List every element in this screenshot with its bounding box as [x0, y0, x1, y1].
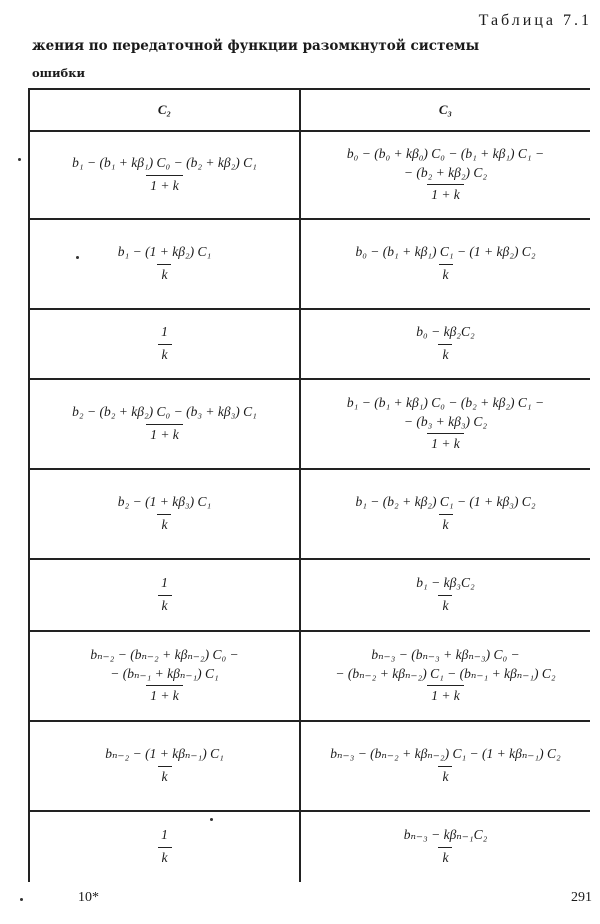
fraction	[326, 745, 564, 784]
fraction-denominator: k	[157, 264, 171, 283]
numerator-line: b₁ − (1 + kβ₂) C₁	[117, 244, 212, 260]
numerator-line: − (bₙ₋₂ + kβₙ₋₂) C₁ − (bₙ₋₁ + kβₙ₋₁) C₂	[335, 665, 556, 681]
formula-cell-c3	[301, 558, 590, 630]
formula-cell-c2	[30, 378, 299, 468]
fraction	[86, 646, 242, 703]
fraction-denominator: 1 + k	[427, 433, 464, 452]
numerator-line: b₂ − (b₂ + kβ₂) C₀ − (b₃ + kβ₃) C₁	[72, 404, 257, 420]
fraction-numerator	[68, 403, 261, 423]
numerator-line: 1	[161, 324, 168, 340]
numerator-line: bₙ₋₃ − (bₙ₋₂ + kβₙ₋₂) C₁ − (1 + kβₙ₋₁) C₂	[330, 746, 561, 762]
fraction	[101, 745, 228, 784]
fraction-denominator: 1 + k	[146, 175, 183, 194]
fraction-denominator: k	[158, 344, 172, 363]
fraction-numerator	[412, 574, 478, 594]
fraction-numerator	[157, 574, 172, 594]
fraction	[343, 394, 548, 451]
numerator-line: 1	[161, 575, 168, 591]
fraction-denominator: 1 + k	[146, 424, 183, 443]
fraction-denominator: 1 + k	[427, 685, 464, 704]
fraction-denominator: 1 + k	[146, 685, 183, 704]
fraction-denominator: k	[438, 766, 452, 785]
fraction-denominator: k	[158, 766, 172, 785]
formula-cell-c3	[301, 378, 590, 468]
column-header-c3: C₃	[438, 102, 453, 117]
formula-cell-c2	[30, 720, 299, 810]
column-header-c2: C₂	[157, 102, 172, 117]
numerator-line: b₁ − (b₂ + kβ₂) C₁ − (1 + kβ₃) C₂	[355, 494, 536, 510]
fraction	[114, 493, 215, 532]
numerator-line: b₀ − (b₁ + kβ₁) C₁ − (1 + kβ₂) C₂	[355, 244, 536, 260]
table-caption: ошибки	[32, 66, 86, 80]
numerator-line: bₙ₋₂ − (bₙ₋₂ + kβₙ₋₂) C₀ −	[90, 647, 239, 663]
formula-cell-c3	[301, 130, 590, 218]
fraction	[400, 826, 492, 865]
numerator-line: bₙ₋₃ − kβₙ₋₁C₂	[403, 827, 488, 843]
fraction-denominator: k	[438, 847, 452, 866]
fraction	[412, 323, 478, 362]
formula-cell-c3	[301, 468, 590, 558]
numerator-line: b₀ − (b₀ + kβ₀) C₀ − (b₁ + kβ₁) C₁ −	[346, 146, 545, 162]
fraction	[412, 574, 478, 613]
formula-cell-c3	[301, 308, 590, 378]
fraction-numerator	[114, 243, 215, 263]
numerator-line: b₀ − kβ₂C₂	[416, 324, 475, 340]
table-heading: жения по передаточной функции разомкнутой системы	[32, 38, 480, 54]
formula-cell-c2	[30, 130, 299, 218]
numerator-line: − (b₂ + kβ₂) C₂	[403, 164, 488, 180]
fraction	[351, 493, 539, 532]
fraction-numerator	[326, 745, 564, 765]
print-speck	[210, 818, 213, 821]
numerator-line: 1	[161, 827, 168, 843]
formula-cell-c2	[30, 630, 299, 720]
fraction-numerator	[351, 493, 539, 513]
fraction	[157, 574, 172, 613]
formula-cell-c2	[30, 218, 299, 308]
fraction	[114, 243, 215, 282]
formula-cell-c2	[30, 308, 299, 378]
fraction-numerator	[86, 646, 242, 684]
fraction-numerator	[114, 493, 215, 513]
fraction-numerator	[331, 646, 559, 684]
fraction	[331, 646, 559, 703]
numerator-line: b₁ − kβ₃C₂	[416, 575, 475, 591]
fraction-numerator	[343, 145, 548, 183]
page-signature: 10*	[78, 890, 99, 905]
fraction-numerator	[343, 394, 548, 432]
print-speck	[76, 256, 79, 259]
fraction-denominator: k	[158, 847, 172, 866]
fraction-denominator: k	[439, 264, 453, 283]
fraction-numerator	[351, 243, 539, 263]
fraction	[68, 403, 261, 442]
numerator-line: b₁ − (b₁ + kβ₁) C₀ − (b₂ + kβ₂) C₁ −	[346, 395, 545, 411]
fraction	[343, 145, 548, 202]
page-number: 291	[571, 890, 592, 905]
fraction-denominator: k	[438, 595, 452, 614]
print-speck	[20, 898, 23, 901]
numerator-line: − (bₙ₋₁ + kβₙ₋₁) C₁	[110, 665, 219, 681]
formula-cell-c3	[301, 218, 590, 308]
fraction-denominator: k	[157, 514, 171, 533]
print-speck	[18, 158, 21, 161]
fraction	[157, 826, 172, 865]
numerator-line: bₙ₋₂ − (1 + kβₙ₋₁) C₁	[105, 746, 224, 762]
fraction-denominator: k	[439, 514, 453, 533]
formula-cell-c2	[30, 558, 299, 630]
fraction-denominator: k	[438, 344, 452, 363]
fraction-numerator	[68, 154, 261, 174]
fraction-numerator	[157, 826, 172, 846]
formula-cell-c3	[301, 810, 590, 882]
formula-cell-c2	[30, 810, 299, 882]
fraction	[351, 243, 539, 282]
formula-cell-c3	[301, 630, 590, 720]
fraction-numerator	[157, 323, 172, 343]
fraction	[157, 323, 172, 362]
fraction	[68, 154, 261, 193]
numerator-line: bₙ₋₃ − (bₙ₋₃ + kβₙ₋₃) C₀ −	[371, 647, 520, 663]
table-label: Таблица 7.1	[478, 12, 592, 29]
formula-cell-c2	[30, 468, 299, 558]
formula-table	[28, 90, 590, 882]
fraction-numerator	[400, 826, 492, 846]
numerator-line: b₂ − (1 + kβ₃) C₁	[117, 494, 212, 510]
fraction-numerator	[101, 745, 228, 765]
numerator-line: b₁ − (b₁ + kβ₁) C₀ − (b₂ + kβ₂) C₁	[72, 155, 257, 171]
fraction-denominator: k	[158, 595, 172, 614]
formula-cell-c3	[301, 720, 590, 810]
fraction-denominator: 1 + k	[427, 184, 464, 203]
numerator-line: − (b₃ + kβ₃) C₂	[403, 413, 488, 429]
fraction-numerator	[412, 323, 478, 343]
